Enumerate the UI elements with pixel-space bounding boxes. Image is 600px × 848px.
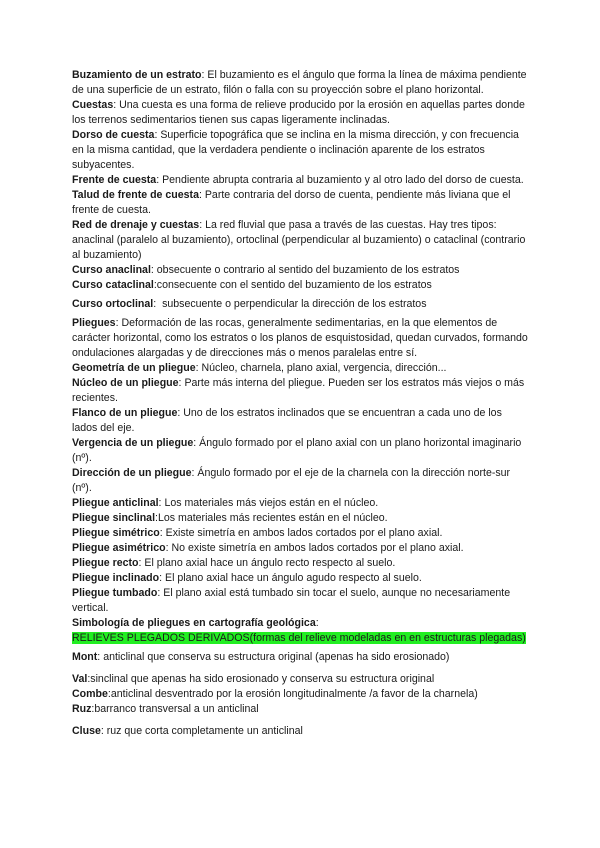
definition: La red fluvial que pasa a través de las cuestas. Hay tres tipos: anaclinal (paralelo al buzamiento), ortoclinal (perpendicular al buzamiento) o cataclinal (contrario al buzamiento)	[72, 219, 526, 261]
entry-vergencia: Vergencia de un pliegue: Ángulo formado por el plano axial con un plano horizontal imaginario (nº).	[72, 437, 522, 464]
entry-flanco: Flanco de un pliegue: Uno de los estratos inclinados que se encuentran a cada uno de los lados del eje.	[72, 407, 502, 434]
term: Pliegue tumbado	[72, 587, 158, 599]
definition: Una cuesta es una forma de relieve producido por la erosión en aquellas partes donde los terrenos sedimentarios tienen sus capas ligeramente inclinadas.	[72, 99, 525, 126]
term: Curso cataclinal	[72, 279, 154, 291]
definition: ruz que corta completamente un anticlinal	[106, 725, 303, 737]
definition: Superficie topográfica que se inclina en la misma dirección, y con frecuencia en la misma cantidad, que la verdadera pendiente o inclinación aparente de los estratos subyacentes.	[72, 129, 519, 171]
term: Núcleo de un pliegue	[72, 377, 179, 389]
entry-mont: Mont: anticlinal que conserva su estructura original (apenas ha sido erosionado)	[72, 651, 450, 663]
entry-direccion: Dirección de un pliegue: Ángulo formado por el eje de la charnela con la dirección norte-sur (nº).	[72, 467, 511, 494]
entry-frente-de-cuesta: Frente de cuesta: Pendiente abrupta contraria al buzamiento y al otro lado del dorso de cuesta.	[72, 174, 524, 186]
entry-pliegues: Pliegues: Deformación de las rocas, generalmente sedimentarias, en la que elementos de carácter horizontal, como los estratos o los planos de esquistosidad, quedan curvados, formando ondulaciones alargadas y de direcciones más o menos paralelas entre sí.	[72, 317, 528, 359]
definition: Los materiales más viejos están en el núcleo.	[164, 497, 379, 509]
term: Ruz	[72, 703, 92, 715]
definition: obsecuente o contrario al sentido del buzamiento de los estratos	[156, 264, 460, 276]
definition: Parte más interna del pliegue. Pueden ser los estratos más viejos o más recientes.	[72, 377, 525, 404]
term: Pliegue simétrico	[72, 527, 160, 539]
entry-recto: Pliegue recto: El plano axial hace un ángulo recto respecto al suelo.	[72, 557, 396, 569]
definition: Ángulo formado por el plano axial con un plano horizontal imaginario (nº).	[72, 437, 522, 464]
entry-dorso-de-cuesta: Dorso de cuesta: Superficie topográfica que se inclina en la misma dirección, y con frecuencia en la misma cantidad, que la verdadera pendiente o inclinación aparente de los estratos subyacentes.	[72, 129, 519, 171]
definition: Parte contraria del dorso de cuenta, pendiente más liviana que el frente de cuesta.	[72, 189, 511, 216]
entry-buzamiento: Buzamiento de un estrato: El buzamiento es el ángulo que forma la línea de máxima pendiente de una superficie de un estrato, filón o falla con su proyección sobre el plano horizontal.	[72, 69, 527, 96]
term: Talud de frente de cuesta	[72, 189, 199, 201]
term: Curso ortoclinal	[72, 298, 154, 310]
entry-simbologia: Simbología de pliegues en cartografía geológica:	[72, 617, 319, 629]
term: Combe	[72, 688, 108, 700]
definition: El plano axial está tumbado sin tocar el suelo, aunque no necesariamente vertical.	[72, 587, 511, 614]
term: Val	[72, 673, 88, 685]
definition: Pendiente abrupta contraria al buzamiento y al otro lado del dorso de cuesta.	[162, 174, 524, 186]
definition: Los materiales más recientes están en el núcleo.	[157, 512, 388, 524]
definition: Existe simetría en ambos lados cortados por el plano axial.	[165, 527, 443, 539]
definition: consecuente con el sentido del buzamiento de los estratos	[156, 279, 432, 291]
term: Cuestas	[72, 99, 114, 111]
entry-curso-anaclinal: Curso anaclinal: obsecuente o contrario al sentido del buzamiento de los estratos	[72, 264, 460, 276]
document-page	[72, 68, 528, 739]
entry-ruz: Ruz:barranco transversal a un anticlinal	[72, 703, 259, 715]
entry-inclinado: Pliegue inclinado: El plano axial hace un ángulo agudo respecto al suelo.	[72, 572, 422, 584]
term: Buzamiento de un estrato	[72, 69, 202, 81]
term: Mont	[72, 651, 98, 663]
term: Pliegue sinclinal	[72, 512, 156, 524]
entry-tumbado: Pliegue tumbado: El plano axial está tumbado sin tocar el suelo, aunque no necesariamente vertical.	[72, 587, 511, 614]
term: Vergencia de un pliegue	[72, 437, 194, 449]
definition: El plano axial hace un ángulo recto respecto al suelo.	[144, 557, 396, 569]
entry-asimetrico: Pliegue asimétrico: No existe simetría en ambos lados cortados por el plano axial.	[72, 542, 464, 554]
definition: Núcleo, charnela, plano axial, vergencia, dirección...	[201, 362, 447, 374]
term: Geometría de un pliegue	[72, 362, 196, 374]
entry-simetrico: Pliegue simétrico: Existe simetría en ambos lados cortados por el plano axial.	[72, 527, 443, 539]
entry-anticlinal: Pliegue anticlinal: Los materiales más viejos están en el núcleo.	[72, 497, 379, 509]
definition: Deformación de las rocas, generalmente sedimentarias, en la que elementos de carácter horizontal, como los estratos o los planos de esquistosidad, quedan curvados, formando ondulaciones alargadas y de direcciones más o menos paralelas entre sí.	[72, 317, 528, 359]
term: Dorso de cuesta	[72, 129, 155, 141]
definition: Uno de los estratos inclinados que se encuentran a cada uno de los lados del eje.	[72, 407, 502, 434]
entry-curso-ortoclinal: Curso ortoclinal: subsecuente o perpendicular la dirección de los estratos	[72, 298, 427, 310]
definition: sinclinal que apenas ha sido erosionado y conserva su estructura original	[90, 673, 435, 685]
term: Pliegue inclinado	[72, 572, 160, 584]
entry-sinclinal: Pliegue sinclinal:Los materiales más recientes están en el núcleo.	[72, 512, 388, 524]
definition: subsecuente o perpendicular la dirección de los estratos	[162, 298, 427, 310]
definition: El buzamiento es el ángulo que forma la línea de máxima pendiente de una superficie de un estrato, filón o falla con su proyección sobre el plano horizontal.	[72, 69, 527, 96]
entry-curso-cataclinal: Curso cataclinal:consecuente con el sentido del buzamiento de los estratos	[72, 279, 432, 291]
entry-val: Val:sinclinal que apenas ha sido erosionado y conserva su estructura original	[72, 673, 435, 685]
term: Pliegue asimétrico	[72, 542, 166, 554]
definition: Ángulo formado por el eje de la charnela con la dirección norte-sur (nº).	[72, 467, 511, 494]
term: Simbología de pliegues en cartografía geológica	[72, 617, 316, 629]
entry-red-de-drenaje: Red de drenaje y cuestas: La red fluvial que pasa a través de las cuestas. Hay tres tipos: anaclinal (paralelo al buzamiento), ortoclinal (perpendicular al buzamiento) o cataclinal (contrario al buzamiento)	[72, 219, 526, 261]
highlight-text: RELIEVES PLEGADOS DERIVADOS(formas del relieve modeladas en en estructuras plegadas)	[72, 632, 526, 644]
definition: anticlinal desventrado por la erosión longitudinalmente /a favor de la charnela)	[110, 688, 478, 700]
entry-combe: Combe:anticlinal desventrado por la erosión longitudinalmente /a favor de la charnela)	[72, 688, 478, 700]
term: Pliegue recto	[72, 557, 139, 569]
entry-nucleo: Núcleo de un pliegue: Parte más interna del pliegue. Pueden ser los estratos más viejos o más recientes.	[72, 377, 525, 404]
term: Red de drenaje y cuestas	[72, 219, 200, 231]
entry-cuestas: Cuestas: Una cuesta es una forma de relieve producido por la erosión en aquellas partes donde los terrenos sedimentarios tienen sus capas ligeramente inclinadas.	[72, 99, 525, 126]
term: Frente de cuesta	[72, 174, 157, 186]
entry-talud: Talud de frente de cuesta: Parte contraria del dorso de cuenta, pendiente más liviana que el frente de cuesta.	[72, 189, 511, 216]
definition: anticlinal que conserva su estructura original (apenas ha sido erosionado)	[103, 651, 450, 663]
term: Pliegues	[72, 317, 116, 329]
definition: No existe simetría en ambos lados cortados por el plano axial.	[171, 542, 464, 554]
term: Dirección de un pliegue	[72, 467, 192, 479]
entry-geometria: Geometría de un pliegue: Núcleo, charnela, plano axial, vergencia, dirección...	[72, 362, 447, 374]
term: Cluse	[72, 725, 101, 737]
term: Pliegue anticlinal	[72, 497, 159, 509]
definition: barranco transversal a un anticlinal	[94, 703, 259, 715]
term: Flanco de un pliegue	[72, 407, 178, 419]
entry-cluse: Cluse: ruz que corta completamente un anticlinal	[72, 725, 303, 737]
definition: El plano axial hace un ángulo agudo respecto al suelo.	[165, 572, 422, 584]
term: Curso anaclinal	[72, 264, 151, 276]
highlighted-heading	[72, 631, 528, 646]
